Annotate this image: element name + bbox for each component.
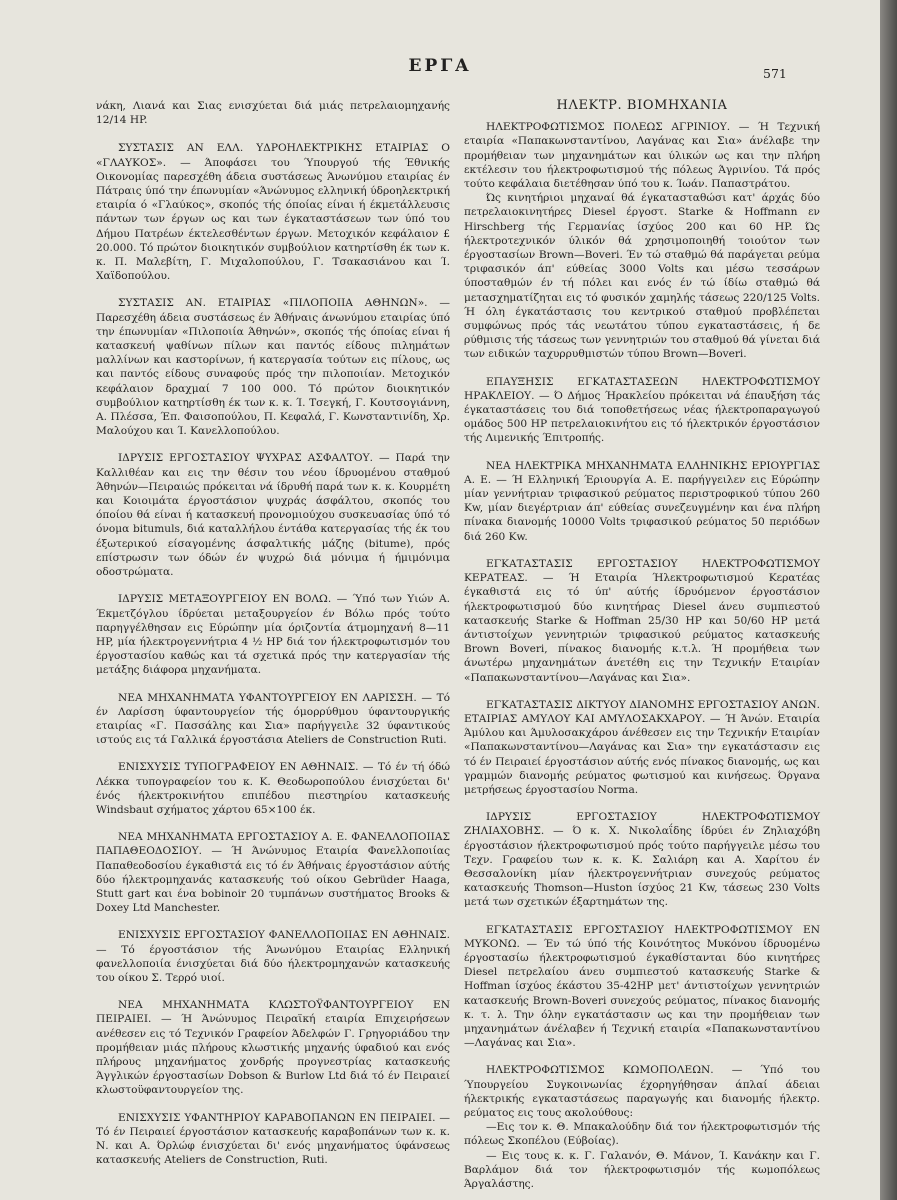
article-heading: ΝΕΑ ΜΗΧΑΝΗΜΑΤΑ ΕΡΓΟΣΤΑΣΙΟΥ Α. Ε. ΦΑΝΕΛΛΟΠΟΙΙΑΣ ΠΑΠΑΘΕΟΔΟΣΙΟΥ.	[96, 831, 450, 858]
article-body: — Ή Τεχνική εταιρία «Παπακωνσταντίνου, Λαγάνας και Σια» άνέλαβε την προμήθειαν των μηχανημάτων και ύλικών ως και την πλήρη εκτέλεσιν του ήλεκτροφωτισμού τής πόλεως Άγρινίου. Τά πρός τούτο κεφάλαια διετέθησαν ύπό του κ. Ίωάν. Παπαστράτου.	[464, 121, 820, 191]
page-header-title: ΕΡΓΑ	[408, 56, 472, 76]
article-heading: ΕΓΚΑΤΑΣΤΑΣΙΣ ΕΡΓΟΣΤΑΣΙΟΥ ΗΛΕΚΤΡΟΦΩΤΙΣΜΟΥ ΚΕΡΑΤΕΑΣ.	[464, 557, 820, 585]
article-paragraph	[464, 459, 820, 544]
article-body: — Ύπό του Ύπουργείου Συγκοινωνίας έχορηγήθησαν άπλαί άδειαι ήλεκτρικής εγκαταστάσεως παραγωγής και διανομής ήλεκτρ. ρεύματος εις τους ακολούθους:	[464, 1064, 820, 1119]
article-paragraph	[96, 760, 450, 817]
article-heading: ΕΓΚΑΤΑΣΤΑΣΙΣ ΔΙΚΤΥΟΥ ΔΙΑΝΟΜΗΣ ΕΡΓΟΣΤΑΣΙΟΥ ΑΝΩΝ. ΕΤΑΙΡΙΑΣ ΑΜΥΛΟΥ ΚΑΙ ΑΜΥΛΟΣΑΚΧΑΡΟΥ.	[464, 698, 820, 725]
article	[464, 698, 820, 797]
article-heading: ΝΕΑ ΜΗΧΑΝΗΜΑΤΑ ΚΛΩΣΤΟΫΦΑΝΤΟΥΡΓΕΙΟΥ ΕΝ ΠΕΙΡΑΙΕΙ.	[96, 999, 450, 1026]
article	[96, 141, 450, 283]
article-heading: ΗΛΕΚΤΡΟΦΩΤΙΣΜΟΣ ΠΟΛΕΩΣ ΑΓΡΙΝΙΟΥ.	[486, 121, 731, 134]
left-column	[96, 99, 450, 1180]
article-paragraph	[96, 928, 450, 985]
article-paragraph	[96, 141, 450, 283]
article-paragraph	[96, 691, 450, 748]
article-body: — Έν τώ ύπό τής Κοινότητος Μυκόνου ίδρυομένω έργοστασίω ήλεκτροφωτισμού έγκαθίστανται δύο κινητήρες Diesel πετρελαίου άνευ συμπιεστού κατασκευής Starke & Hoffman ίσχύος έκάστου 35-42HP μετ' άντιστοίχων γεννητριών κατασκευής Brown-Boveri συνεχούς ρεύματος, πίνακος διανομής κ. τ. λ. Την όλην εγκατάστασιν ως και την προμήθειαν των μηχανημάτων άνέλαβεν ή Τεχνική εταιρία «Παπακωνσταντίνου—Λαγάνας και Σια».	[464, 937, 820, 1050]
article-heading: ΣΥΣΤΑΣΙΣ ΑΝ ΕΛΛ. ΥΔΡΟΗΛΕΚΤΡΙΚΗΣ ΕΤΑΙΡΙΑΣ Ο «ΓΛΑΥΚΟΣ».	[96, 142, 450, 169]
article-heading: ΗΛΕΚΤΡΟΦΩΤΙΣΜΟΣ ΚΩΜΟΠΟΛΕΩΝ.	[486, 1064, 714, 1077]
article-heading: ΣΥΣΤΑΣΙΣ ΑΝ. ΕΤΑΙΡΙΑΣ «ΠΙΛΟΠΟΙΙΑ ΑΘΗΝΩΝ».	[118, 297, 428, 310]
article-paragraph	[464, 375, 820, 446]
left-sections	[96, 141, 450, 1167]
article	[96, 691, 450, 748]
right-column	[464, 99, 820, 1200]
article-paragraph	[464, 120, 820, 191]
article	[464, 557, 820, 685]
article-body: — Ό Δήμος Ήρακλείου πρόκειται νά έπαυξήση τάς έγκαταστάσεις του διά τοποθετήσεως νέας ήλεκτροπαραγωγού ομάδος 500 HP πετρελαιοκινήτου εις τό ήλεκτρικόν έργοστάσιον τής Λιμενικής Έπιτροπής.	[464, 389, 820, 445]
article-body: — Ή Εταιρία Ήλεκτροφωτισμού Κερατέας έγκαθιστά εις τό ύπ' αύτής ίδρυόμενον έργοστάσιον ήλεκτροφωτισμού δύο κινητήρας Diesel άνευ συμπιεστού κατασκευής Starke & Hoffman 25/30 HP και 50/60 HP μετά άντιστοίχων γεννητριών τριφασικού ρεύματος κατασκευής Brown Boveri, πίνακος διανομής κ.τ.λ. Ή προμήθεια των άνωτέρω μηχανημάτων άνετέθη εις την Τεχνικήν Εταιρίαν «Παπακωνσταντίνου—Λαγάνας και Σια».	[464, 572, 820, 684]
article-body: — Τό έργοστάσιον τής Άνωνύμου Εταιρίας Ελληνική φανελλοποιία ένισχύεται διά δύο ήλεκτρομηχανών κατασκευής του οίκου Σ. Τερρό υιοί.	[96, 943, 450, 984]
article-extra-paragraph: Ώς κινητήριοι μηχαναί θά έγκατασταθώσι κατ' άρχάς δύο πετρελαιοκινητήρες Diesel έργοστ. Starke & Hoffmann εν Hirschberg τής Γερμανίας ίσχύος 200 και 60 HP. Ώς ήλεκτροτεχνικόν ύλικόν θά χρησιμοποιηθή τοιούτον των έργοστασίων Brown—Boveri. Έν τώ σταθμώ θά παράγεται ρεύμα τριφασικόν άπ' εύθείας 3000 Volts και μέσω τεσσάρων ύποσταθμών έν τή πόλει και ενός έν τώ ίδίω σταθμώ θά μετασχηματίζηται εις τό φυσικόν χαμηλής τάσεως 220/125 Volts. Ή όλη έγκατάστασις του κεντρικού σταθμού προβλέπεται συμφώνως πρός τάς νεωτάτου τύπου εγκαταστάσεις, ή δε ρύθμισις τής τάσεως των γεννητριών του σταθμού θά γίνεται διά των ειδικών ταχυρρυθμιστών τύπου Brown—Boveri.	[464, 192, 820, 361]
article-paragraph	[464, 923, 820, 1051]
article-heading: ΙΔΡΥΣΙΣ ΕΡΓΟΣΤΑΣΙΟΥ ΗΛΕΚΤΡΟΦΩΤΙΣΜΟΥ ΖΗΛΙΑΧΟΒΗΣ.	[464, 811, 820, 838]
right-sections	[464, 120, 820, 1191]
article-paragraph	[464, 698, 820, 797]
article-heading: ΙΔΡΥΣΙΣ ΕΡΓΟΣΤΑΣΙΟΥ ΨΥΧΡΑΣ ΑΣΦΑΛΤΟΥ.	[118, 452, 373, 465]
article-paragraph	[464, 810, 820, 909]
article-list-item: —Εις τον κ. Θ. Μπακαλούδην διά τον ήλεκτροφωτισμόν τής πόλεως Σκοπέλου (Εύβοίας).	[464, 1121, 820, 1148]
article	[464, 375, 820, 446]
article-paragraph	[96, 998, 450, 1097]
page-edge-shadow	[880, 0, 897, 1200]
article	[464, 459, 820, 544]
article-paragraph	[464, 1063, 820, 1120]
article-heading: ΕΝΙΣΧΥΣΙΣ ΥΦΑΝΤΗΡΙΟΥ ΚΑΡΑΒΟΠΑΝΩΝ ΕΝ ΠΕΙΡΑΙΕΙ.	[118, 1111, 436, 1124]
article-body: — Ό κ. Χ. Νικολαΐδης ίδρύει έν Ζηλιαχόβη έργοστάσιον ήλεκτροφωτισμού πρός τούτο παρήγγειλε μέσω του Τεχν. Γραφείου των κ. κ. Κ. Σαλιάρη και Α. Χαρίτου έν Θεσσαλονίκη μίαν ήλεκτρογεννήτριαν συνεχούς ρεύματος κατασκευής Thomson—Huston ίσχύος 21 Kw, τάσεως 230 Volts μετά των σχετικών έξαρτημάτων της.	[464, 825, 820, 909]
article-heading: ΕΠΑΥΞΗΣΙΣ ΕΓΚΑΤΑΣΤΑΣΕΩΝ ΗΛΕΚΤΡΟΦΩΤΙΣΜΟΥ ΗΡΑΚΛΕΙΟΥ.	[464, 375, 820, 402]
article	[464, 120, 820, 361]
article-body: — Ύπό των Υιών Α. Έκμετζόγλου ίδρύεται μεταξουργείον έν Βόλω πρός τούτο παρηγγέλθησαν εις Εύρώπην μία όριζοντία άτμομηχανή 8—11 HP, μία ήλεκτρογεννήτρια 4 ½ HP διά τον ήλεκτροφωτισμόν του έργοστασίου καθώς και τά σχετικά πρός την κατεργασίαν τής μετάξης διάφορα μηχανήματα.	[96, 593, 450, 677]
article	[96, 296, 450, 438]
article-body: — Τό έν Λαρίσση ύφαντουργείον τής όμορρύθμου ύφαντουργικής εταιρίας «Γ. Πασσάλης και Σια» παρήγγειλε 32 ύφαντικούς ιστούς εις τά Γαλλικά έργοστάσια Ateliers de Construction Ruti.	[96, 691, 451, 747]
article-body: — Τό έν Πειραιεί έργοστάσιον κατασκευής καραβοπάνων των κ. κ. Ν. και Α. Όρλώφ ένισχύεται δι' ενός μηχανήματος ύφάνσεως κατασκευής Ateliers de Construction, Ruti.	[96, 1111, 450, 1167]
article-body: — Παρεσχέθη άδεια συστάσεως έν Άθήναις άνωνύμου εταιρίας ύπό την έπωνυμίαν «Πιλοποιία Άθηνών», σκοπός τής όποίας είναι ή κατασκευή ψαθίνων πίλων και παντός είδους πιλημάτων μαλλίνων και καστορίνων, ή κατεργασία τούτων εις πίλους, ως και παντός είδους συναφούς πρός την πιλοποιίαν. Μετοχικόν κεφάλαιον δραχμαί 7 100 000. Τό πρώτον διοικητικόν συμβούλιον κατηρτίσθη έκ των κ. κ. Ί. Τσεγκή, Γ. Κουτσογιάννη, Α. Πλέσσα, Έπ. Φαισοπούλου, Π. Κεφαλά, Γ. Κωνσταντινίδη, Χρ. Μαλούχου και Ί. Κανελλοπούλου.	[96, 297, 450, 438]
article-body: — Ή Ελληνική Έριουργία Α. Ε. παρήγγειλεν εις Εύρώπην μίαν γεννήτριαν τριφασικού ρεύματος περιστροφικού τύπου 260 Kw, μίαν διεγέρτριαν άπ' εύθείας συνεζευγμένην και ένα πλήρη πίνακα διανομής 10000 Volts τριφασικού ρεύματος 50 περιόδων διά 260 Kw.	[464, 473, 820, 543]
article-body: — Ή Άνώνυμος Πειραϊκή εταιρία Επιχειρήσεων ανέθεσεν εις τό Τεχνικόν Γραφείον Άδελφών Γ. Γρηγοριάδου την προμήθειαν μιάς πλήρους κλωστικής μηχανής ύφαδιού και ενός πλήρους μηχανήματος χονδρής προγνεστρίας κατασκευής Άγγλικών έργοστασίων Dobson & Burlow Ltd διά τό έν Πειραιεί κλωστοϋφαντουργείον της.	[96, 1013, 450, 1097]
article	[96, 830, 450, 915]
article-heading: ΝΕΑ ΜΗΧΑΝΗΜΑΤΑ ΥΦΑΝΤΟΥΡΓΕΙΟΥ ΕΝ ΛΑΡΙΣΣΗ.	[118, 691, 417, 704]
article	[96, 451, 450, 579]
article	[96, 928, 450, 985]
article	[464, 810, 820, 909]
article-paragraph	[464, 557, 820, 685]
article	[464, 1063, 820, 1191]
article-body: — Ή Άνών. Εταιρία Άμύλου και Άμυλοσακχάρου άνέθεσεν εις την Τεχνικήν Εταιρίαν «Παπακωνσταντίνου—Λαγάνας και Σια» την εγκατάστασιν εις τό έν Πειραιεί έργοστάσιον αύτής ενός πίνακος διανομής, ως και γραμμών διανομής ρεύματος φωτισμού και κινήσεως. Όργανα μετρήσεως έργοστασίου Norma.	[464, 712, 820, 796]
article	[96, 592, 450, 677]
article-paragraph	[96, 830, 450, 915]
article-body: — Παρά την Καλλιθέαν και εις την θέσιν του νέου ίδρυομένου σταθμού Άθηνών—Πειραιώς πρόκειται νά ίδρυθή παρά των κ. κ. Κουρμέτη και Κοιοιμάτα έργοστάσιον ψυχράς άσφάλτου, σκοπός του όποίου θά είναι ή κατασκευή προνομιούχου συσκευασίας ύπό τό όνομα bitumuls, διά καταλλήλου έντάθα κατεργασίας τής έκ του έξωτερικού είσαγομένης άσφαλτικής μάζης (bitume), πρός επίστρωσιν των όδών έν ψυχρώ διά μόνιμα ή ήμιμόνιμα οδοστρώματα.	[96, 452, 450, 579]
article-body: — Τό έν τή όδώ Λέκκα τυπογραφείον του κ. Κ. Θεοδωροπούλου ένισχύεται δι' ένός ήλεκτροκινήτου επιπέδου πιεστηρίου κατασκευής Windsbaut σχήματος χάρτου 65×100 έκ.	[96, 761, 450, 816]
article	[96, 998, 450, 1097]
article-heading: ΕΝΙΣΧΥΣΙΣ ΕΡΓΟΣΤΑΣΙΟΥ ΦΑΝΕΛΛΟΠΟΙΙΑΣ ΕΝ ΑΘΗΝΑΙΣ.	[118, 929, 450, 942]
article	[96, 760, 450, 817]
page-number: 571	[763, 66, 787, 81]
article-heading: ΕΓΚΑΤΑΣΤΑΣΙΣ ΕΡΓΟΣΤΑΣΙΟΥ ΗΛΕΚΤΡΟΦΩΤΙΣΜΟΥ ΕΝ ΜΥΚΟΝΩ.	[464, 923, 820, 950]
article	[464, 923, 820, 1051]
article-list-item: — Εις τους κ. κ. Γ. Γαλανόν, Θ. Μάνον, Ί. Κανάκην και Γ. Βαρλάμον διά τον ήλεκτροφωτισμόν τής κωμοπόλεως Άργαλάστης.	[464, 1149, 820, 1191]
article-body: — Άποφάσει του Ύπουργού τής Έθνικής Οικονομίας παρεσχέθη άδεια συστάσεως Άνωνύμου εταιρίας έν Πάτραις ύπό την έπωνυμίαν «Άνώνυμος ελληνική ύδροηλεκτρική εταιρία ό «Γλαύκος», σκοπός τής όποίας είναι ή έκμετάλλευσις πάντων των έργων ως και των έγκαταστάσεων των ύπό του Δήμου Πατρέων έκτελεσθέντων έργων. Μετοχικόν κεφάλαιον £ 20.000. Τό πρώτον διοικητικόν συμβούλιον κατηρτίσθη έκ των κ. κ. Π. Μαλεβίτη, Γ. Μιχαλοπούλου, Γ. Τσακασιάνου και Ί. Χαϊδοπούλου.	[96, 156, 450, 283]
continuation-text: νάκη, Λιανά και Σιας ενισχύεται διά μιάς πετρελαιομηχανής 12/14 HP.	[96, 100, 450, 127]
article-heading: ΙΔΡΥΣΙΣ ΜΕΤΑΞΟΥΡΓΕΙΟΥ ΕΝ ΒΟΛΩ.	[118, 593, 332, 606]
article-body: — Ή Άνώνυμος Εταιρία Φανελλοποιίας Παπαθεοδοσίου έγκαθιστά εις τό έν Άθήναις έργοστάσιον αύτής δύο ήλεκτρομηχανάς κατασκευής τού οίκου Gebrüder Haaga, Stutt gart και ένα bobinoir 20 τυμπάνων συστήματος Brooks & Doxey Ltd Manchester.	[96, 845, 450, 915]
article-paragraph	[96, 592, 450, 677]
article	[96, 1111, 450, 1168]
section-title: ΗΛΕΚΤΡ. ΒΙΟΜΗΧΑΝΙΑ	[556, 98, 728, 113]
article-paragraph	[96, 1111, 450, 1168]
article-heading: ΕΝΙΣΧΥΣΙΣ ΤΥΠΟΓΡΑΦΕΙΟΥ ΕΝ ΑΘΗΝΑΙΣ.	[118, 761, 359, 774]
article-paragraph	[96, 296, 450, 438]
article-heading: ΝΕΑ ΗΛΕΚΤΡΙΚΑ ΜΗΧΑΝΗΜΑΤΑ ΕΛΛΗΝΙΚΗΣ ΕΡΙΟΥΡΓΙΑΣ Α. Ε.	[464, 459, 820, 486]
article-paragraph	[96, 451, 450, 579]
